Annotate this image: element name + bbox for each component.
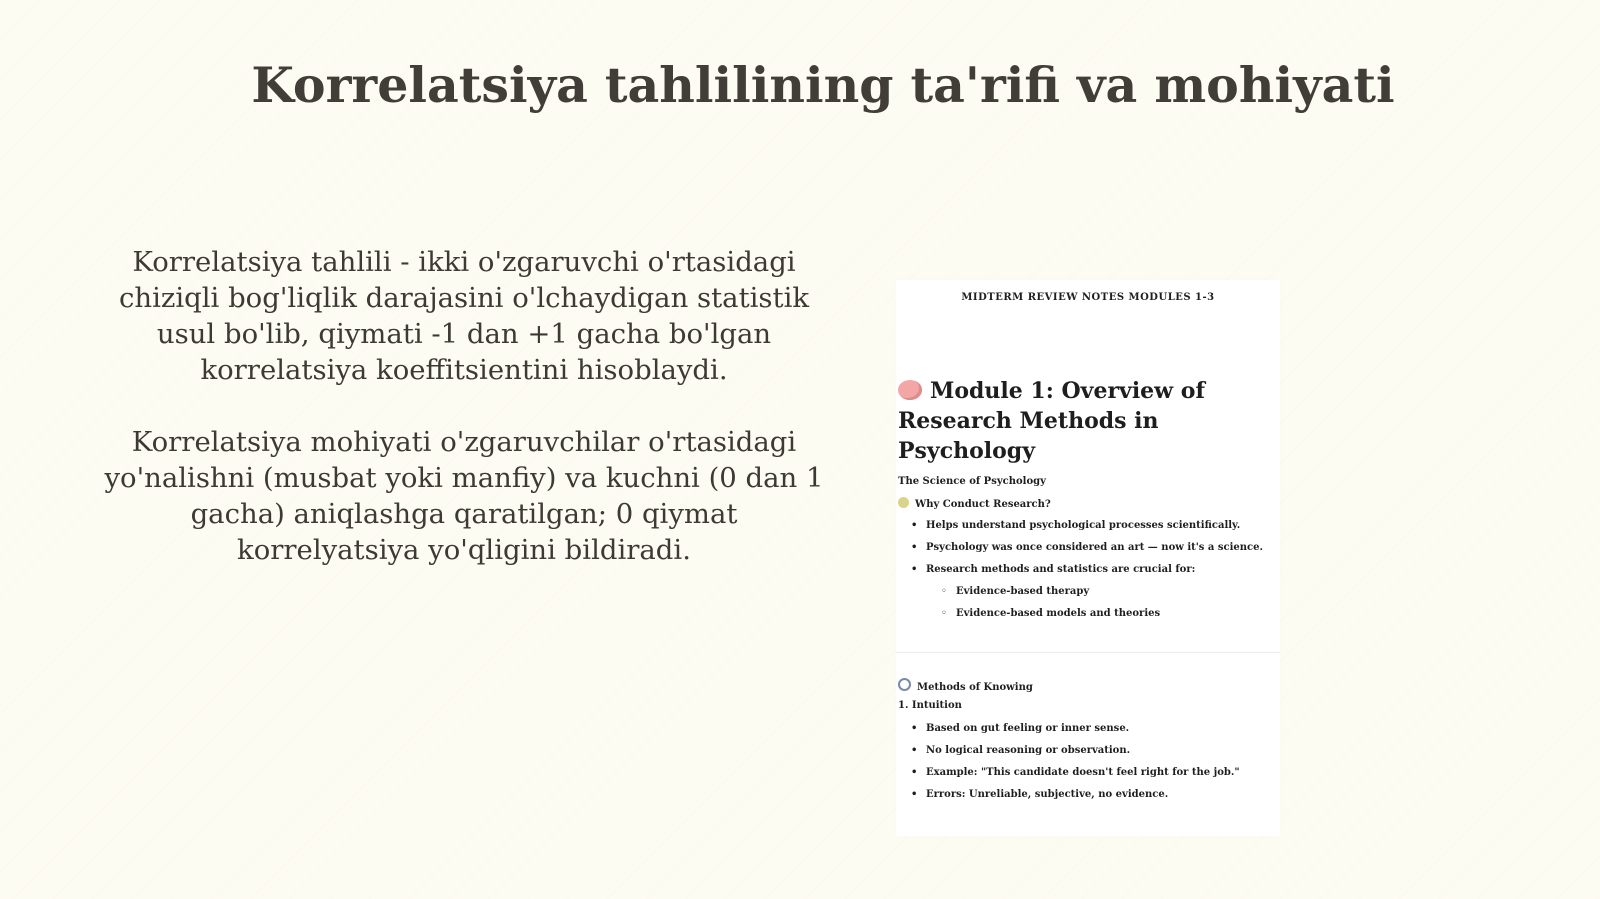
slide-body-text (104, 244, 824, 604)
list-item: • Research methods and statistics are crucial for: (926, 562, 1264, 577)
why-heading-label: Why Conduct Research? (915, 499, 1051, 510)
lightbulb-icon (898, 497, 909, 508)
document-subtitle: The Science of Psychology (898, 476, 1046, 487)
document-image (896, 280, 1280, 836)
definition-paragraph: Korrelatsiya tahlili - ikki o'zgaruvchi o'rtasidagi chiziqli bog'liqlik darajasini o'lchaydigan statistik usul bo'lib, qiymati -1 dan +1 gacha bo'lgan korrelatsiya koeffitsientini hisoblaydi. (118, 246, 810, 386)
why-list (926, 518, 1264, 628)
magnifier-icon (898, 678, 911, 691)
list-item: • Errors: Unreliable, subjective, no evidence. (926, 787, 1264, 802)
brain-icon (898, 380, 922, 400)
intuition-heading: 1. Intuition (898, 700, 962, 711)
document-header: MIDTERM REVIEW NOTES MODULES 1-3 (961, 292, 1215, 303)
module-title: Module 1: Overview of Research Methods in Psychology (898, 378, 1205, 464)
methods-heading (898, 678, 1033, 693)
list-item: ◦ Evidence-based therapy (956, 584, 1264, 599)
list-item: • No logical reasoning or observation. (926, 743, 1264, 758)
intuition-list (926, 721, 1264, 809)
module-heading (898, 376, 1238, 466)
methods-heading-label: Methods of Knowing (917, 682, 1033, 693)
list-item: • Helps understand psychological processes scientifically. (926, 518, 1264, 533)
list-item: • Based on gut feeling or inner sense. (926, 721, 1264, 736)
divider (896, 652, 1280, 653)
list-item: • Psychology was once considered an art — now it's a science. (926, 540, 1264, 555)
why-heading (898, 497, 1051, 510)
list-item: • Example: "This candidate doesn't feel right for the job." (926, 765, 1264, 780)
essence-paragraph: Korrelatsiya mohiyati o'zgaruvchilar o'rtasidagi yo'nalishni (musbat yoki manfiy) va kuchni (0 dan 1 gacha) aniqlashga qaratilgan; 0 qiymat korrelyatsiya yo'qligini bildiradi. (104, 426, 824, 566)
list-item: ◦ Evidence-based models and theories (956, 606, 1264, 621)
slide-title: Korrelatsiya tahlilining ta'rifi va mohiyati (251, 56, 1395, 114)
